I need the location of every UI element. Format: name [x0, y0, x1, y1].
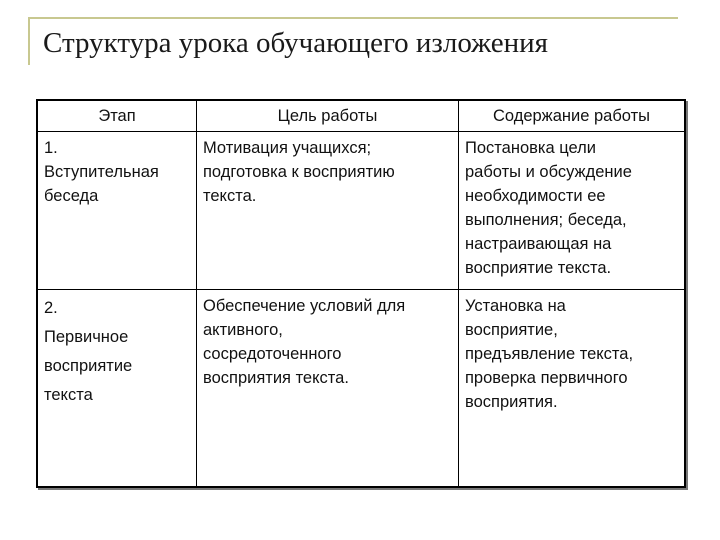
- slide-title: Структура урока обучающего изложения: [43, 27, 549, 59]
- header-content: Содержание работы: [459, 101, 684, 132]
- header-goal: Цель работы: [197, 101, 459, 132]
- row-1-goal: Мотивация учащихся; подготовка к восприятию текста.: [197, 132, 459, 290]
- lesson-structure-table: [36, 99, 686, 488]
- row-2-goal: Обеспечение условий для активного, сосредоточенного восприятия текста.: [197, 290, 459, 486]
- row-2-stage: 2. Первичное восприятие текста: [38, 290, 197, 486]
- row-2-content: Установка на восприятие, предъявление текста, проверка первичного восприятия.: [465, 297, 634, 411]
- row-1-content: Постановка цели работы и обсуждение необходимости ее выполнения; беседа, настраивающая на восприятие текста.: [459, 132, 684, 290]
- frame-left-line: [28, 17, 30, 65]
- frame-top-line: [28, 17, 678, 19]
- row-1-stage: 1. Вступительная беседа: [38, 132, 197, 290]
- header-stage: Этап: [38, 101, 197, 132]
